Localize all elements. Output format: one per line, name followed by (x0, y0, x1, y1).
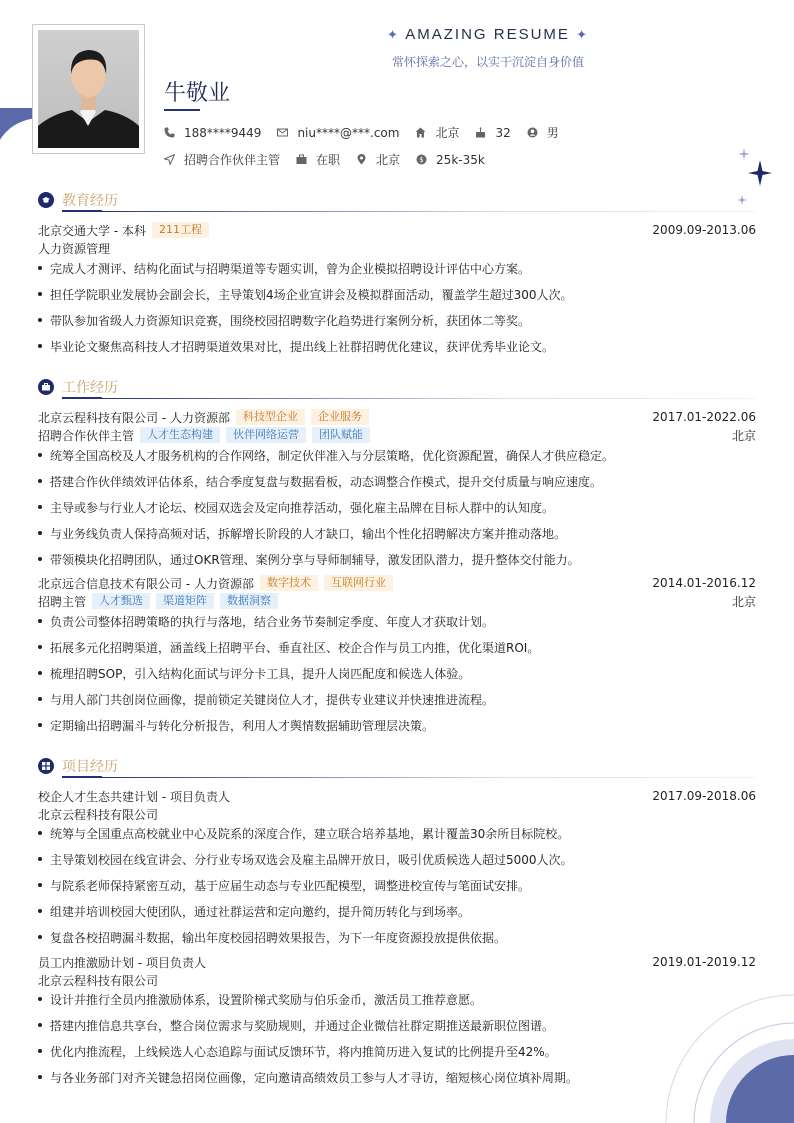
list-item-text: 带队参加省级人力资源知识竞赛，围绕校园招聘数字化趋势进行案例分析，获团体二等奖。 (50, 313, 531, 328)
user-icon (527, 127, 538, 138)
list-item (38, 903, 756, 919)
bullet-dot (38, 479, 42, 483)
major-row (38, 239, 756, 257)
intent-row (164, 151, 501, 168)
star-icon: ✦ (386, 27, 400, 42)
list-item (38, 929, 756, 945)
school-line: 北京交通大学 - 本科 (38, 223, 146, 238)
bullet-dot (38, 557, 42, 561)
section-divider (102, 398, 756, 399)
candidate-name: 牛敬业 (164, 81, 231, 106)
job-position: 招聘合作伙伴主管 (38, 428, 135, 443)
work-title: 工作经历 (62, 380, 118, 396)
company-tag: 企业服务 (311, 409, 369, 425)
list-item (38, 525, 756, 541)
bullet-dot (38, 697, 42, 701)
job-location: 北京 (731, 428, 756, 443)
project-period: 2019.01-2019.12 (652, 955, 756, 969)
position-tag: 渠道矩阵 (156, 593, 214, 609)
briefcase-icon (38, 379, 54, 395)
list-item (38, 613, 756, 629)
job-position-row (38, 426, 756, 444)
email-item (277, 126, 399, 140)
position-tag: 数据洞察 (220, 593, 278, 609)
project-header (38, 953, 756, 971)
list-item (38, 286, 756, 302)
bullet-dot (38, 645, 42, 649)
age-text: 32 (495, 125, 511, 140)
briefcase-icon (296, 154, 307, 165)
bullet-dot (38, 619, 42, 623)
job-position: 招聘主管 (38, 594, 87, 609)
phone-item (164, 126, 261, 140)
avatar (32, 24, 145, 154)
education-period: 2009.09-2013.06 (652, 223, 756, 237)
target-city-text: 北京 (376, 153, 401, 167)
work-section-header (38, 377, 756, 399)
city-item (415, 124, 459, 141)
section-title-underline (62, 397, 102, 399)
list-item (38, 825, 756, 841)
section-title-underline (62, 210, 102, 212)
list-item (38, 338, 756, 354)
list-item-text: 带领模块化招聘团队，通过OKR管理、案例分享与导师制辅导，激发团队潜力，提升整体交付能力。 (50, 552, 580, 567)
gender-text: 男 (546, 126, 559, 140)
list-item (38, 665, 756, 681)
bullet-dot (38, 344, 42, 348)
project-name-line: 校企人才生态共建计划 - 项目负责人 (38, 789, 230, 804)
projects-section-header (38, 756, 756, 778)
list-item (38, 551, 756, 567)
bullet-dot (38, 292, 42, 296)
list-item (38, 1017, 756, 1033)
phone-icon (164, 127, 175, 138)
list-item (38, 499, 756, 515)
position-item (164, 151, 280, 168)
list-item-text: 定期输出招聘漏斗与转化分析报告，利用人才舆情数据辅助管理层决策。 (50, 718, 435, 733)
list-item (38, 639, 756, 655)
list-item (38, 691, 756, 707)
cake-icon (475, 127, 486, 138)
list-item-text: 梳理招聘SOP，引入结构化面试与评分卡工具，提升人岗匹配度和候选人体验。 (50, 666, 471, 681)
list-item (38, 717, 756, 733)
resume-title-text: AMAZING RESUME (405, 26, 570, 43)
section-divider (102, 211, 756, 212)
list-item-text: 统筹全国高校及人才服务机构的合作网络，制定伙伴准入与分层策略，优化资源配置，确保人才供应稳定。 (50, 448, 615, 463)
home-icon (415, 127, 426, 138)
list-item-text: 完成人才测评、结构化面试与招聘渠道等专题实训，曾为企业模拟招聘设计评估中心方案。 (50, 261, 531, 276)
list-item-text: 负责公司整体招聘策略的执行与落地，结合业务节奏制定季度、年度人才获取计划。 (50, 614, 495, 629)
location-pin-icon (356, 154, 367, 165)
list-item-text: 搭建内推信息共享台，整合岗位需求与奖励规则，并通过企业微信社群定期推送最新职位图谱。 (50, 1018, 555, 1033)
phone-text: 188****9449 (184, 125, 262, 140)
list-item-text: 主导或参与行业人才论坛、校园双选会及定向推荐活动，强化雇主品牌在目标人群中的认知度。 (50, 500, 555, 515)
position-tag: 人才甄选 (92, 593, 150, 609)
status-item (296, 151, 340, 168)
project-org-row (38, 805, 756, 823)
list-item-text: 统筹与全国重点高校就业中心及院系的深度合作，建立联合培养基地，累计覆盖30余所目标院校。 (50, 826, 570, 841)
project-name-line: 员工内推激励计划 - 项目负责人 (38, 955, 206, 970)
education-title: 教育经历 (62, 193, 118, 209)
send-icon (164, 154, 175, 165)
position-tag: 团队赋能 (312, 427, 370, 443)
graduation-cap-icon (38, 192, 54, 208)
company-tag: 数字技术 (260, 575, 318, 591)
list-item-text: 设计并推行全员内推激励体系，设置阶梯式奖励与伯乐金币，激活员工推荐意愿。 (50, 992, 483, 1007)
major: 人力资源管理 (38, 241, 111, 256)
job-header (38, 408, 756, 426)
grid-icon (38, 758, 54, 774)
list-item-text: 与业务线负责人保持高频对话，拆解增长阶段的人才缺口，输出个性化招聘解决方案并推动落地。 (50, 526, 567, 541)
list-item-text: 与用人部门共创岗位画像，提前锁定关键岗位人才，提供专业建议并快速推进流程。 (50, 692, 495, 707)
list-item-text: 与院系老师保持紧密互动，基于应届生动态与专业匹配模型，调整进校宣传与笔面试安排。 (50, 878, 531, 893)
list-item (38, 260, 756, 276)
bullet-dot (38, 453, 42, 457)
contact-row (164, 124, 575, 141)
list-item (38, 447, 756, 463)
svg-text:$: $ (419, 156, 424, 165)
city-text: 北京 (435, 126, 460, 140)
projects-title: 项目经历 (62, 759, 118, 775)
section-divider (102, 777, 756, 778)
education-section-header (38, 190, 756, 212)
bullet-dot (38, 318, 42, 322)
bullet-dot (38, 935, 42, 939)
bullet-dot (38, 1075, 42, 1079)
school-tag: 211工程 (152, 222, 209, 238)
list-item (38, 1043, 756, 1059)
money-icon (416, 154, 427, 165)
profile-photo (38, 30, 139, 148)
job-location: 北京 (731, 594, 756, 609)
list-item (38, 991, 756, 1007)
position-text: 招聘合作伙伴主管 (184, 153, 281, 167)
list-item-text: 复盘各校招聘漏斗数据，输出年度校园招聘效果报告，为下一年度资源投放提供依据。 (50, 930, 507, 945)
job-period: 2014.01-2016.12 (652, 576, 756, 590)
bullet-dot (38, 505, 42, 509)
position-tag: 伙伴网络运营 (226, 427, 306, 443)
status-text: 在职 (316, 153, 341, 167)
age-item (475, 126, 510, 140)
bullet-dot (38, 831, 42, 835)
project-org: 北京云程科技有限公司 (38, 973, 159, 988)
company-tag: 互联网行业 (324, 575, 393, 591)
list-item (38, 473, 756, 489)
bullet-dot (38, 671, 42, 675)
bullet-dot (38, 883, 42, 887)
motto: 常怀探索之心，以实干沉淀自身价值 (391, 55, 584, 69)
company-line: 北京云程科技有限公司 - 人力资源部 (38, 410, 230, 425)
education-entry-header (38, 221, 756, 239)
bullet-dot (38, 857, 42, 861)
list-item-text: 组建并培训校园大使团队，通过社群运营和定向邀约，提升简历转化与到场率。 (50, 904, 471, 919)
bullet-dot (38, 1023, 42, 1027)
list-item (38, 1069, 756, 1085)
list-item (38, 877, 756, 893)
mail-icon (277, 127, 288, 138)
job-position-row (38, 592, 756, 610)
company-line: 北京远合信息技术有限公司 - 人力资源部 (38, 576, 254, 591)
project-org: 北京云程科技有限公司 (38, 807, 159, 822)
resume-title (386, 26, 590, 43)
star-icon: ✦ (576, 27, 589, 42)
list-item (38, 312, 756, 328)
salary-item (416, 153, 485, 167)
bullet-dot (38, 997, 42, 1001)
job-period: 2017.01-2022.06 (652, 410, 756, 424)
bullet-dot (38, 723, 42, 727)
list-item (38, 851, 756, 867)
bullet-dot (38, 1049, 42, 1053)
project-org-row (38, 971, 756, 989)
name-underline (164, 109, 200, 111)
list-item-text: 拓展多元化招聘渠道，涵盖线上招聘平台、垂直社区、校企合作与员工内推，优化渠道ROI。 (50, 640, 540, 655)
list-item-text: 优化内推流程，上线候选人心态追踪与面试反馈环节，将内推简历进入复试的比例提升至42%。 (50, 1044, 557, 1059)
target-city-item (356, 151, 400, 168)
list-item-text: 担任学院职业发展协会副会长，主导策划4场企业宣讲会及模拟群面活动，覆盖学生超过300人次。 (50, 287, 573, 302)
bullet-dot (38, 266, 42, 270)
list-item-text: 主导策划校园在线宣讲会、分行业专场双选会及雇主品牌开放日，吸引优质候选人超过5000人次。 (50, 852, 573, 867)
section-title-underline (62, 776, 102, 778)
position-tag: 人才生态构建 (140, 427, 220, 443)
project-period: 2017.09-2018.06 (652, 789, 756, 803)
email-text: niu****@***.com (297, 125, 400, 140)
bullet-dot (38, 531, 42, 535)
list-item-text: 毕业论文聚焦高科技人才招聘渠道效果对比，提出线上社群招聘优化建议，获评优秀毕业论文。 (50, 339, 555, 354)
salary-text: 25k-35k (436, 152, 485, 167)
company-tag: 科技型企业 (236, 409, 305, 425)
project-header (38, 787, 756, 805)
bullet-dot (38, 909, 42, 913)
job-header (38, 574, 756, 592)
list-item-text: 搭建合作伙伴绩效评估体系，结合季度复盘与数据看板，动态调整合作模式，提升交付质量与响应速度。 (50, 474, 603, 489)
list-item-text: 与各业务部门对齐关键急招岗位画像，定向邀请高绩效员工参与人才寻访，缩短核心岗位填补周期。 (50, 1070, 579, 1085)
gender-item (527, 124, 559, 141)
